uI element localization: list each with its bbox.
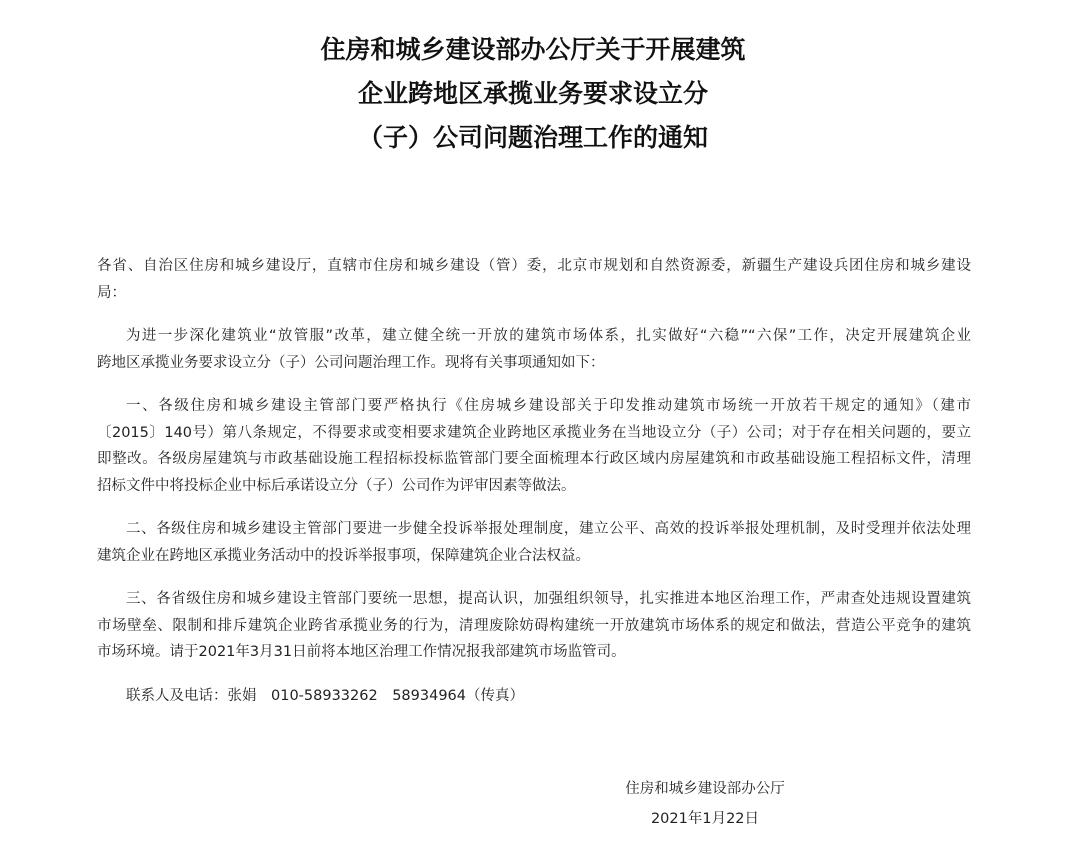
salutation-line-2: 局： <box>97 284 126 301</box>
item-paragraph-3 <box>97 586 971 666</box>
signature-date: 2021年1月22日 <box>650 811 760 827</box>
salutation <box>97 253 971 306</box>
item-2-line-2: 建筑企业在跨地区承揽业务活动中的投诉举报事项，保障建筑企业合法权益。 <box>97 547 590 564</box>
salutation-line-1: 各省、自治区住房和城乡建设厅，直辖市住房和城乡建设（管）委，北京市规划和自然资源委，新疆生产建设兵团住房和城乡建设 <box>97 258 971 274</box>
document-body <box>97 253 971 709</box>
intro-line-2: 跨地区承揽业务要求设立分（子）公司问题治理工作。现将有关事项通知如下： <box>97 354 605 371</box>
item-1-line-1: 一、各级住房和城乡建设主管部门要严格执行《住房城乡建设部关于印发推动建筑市场统一开放若干规定的通知》（建市 <box>126 398 971 414</box>
item-3-line-2: 市场壁垒、限制和排斥建筑企业跨省承揽业务的行为，清理废除妨碍构建统一开放建筑市场体系的规定和做法，营造公平竞争的建筑 <box>97 617 971 634</box>
item-1-line-2: 〔2015〕140号）第八条规定，不得要求或变相要求建筑企业跨地区承揽业务在当地设立分（子）公司；对于存在相关问题的，要立 <box>97 424 971 441</box>
document-title <box>0 28 1066 160</box>
intro-line-1: 为进一步深化建筑业“放管服”改革，建立健全统一开放的建筑市场体系，扎实做好“六稳”“六保”工作，决定开展建筑企业 <box>126 328 971 344</box>
item-1-line-3: 即整改。各级房屋建筑与市政基础设施工程招标投标监管部门要全面梳理本行政区域内房屋建筑和市政基础设施工程招标文件，清理 <box>97 451 971 467</box>
item-paragraph-1 <box>97 393 971 499</box>
signature-organization: 住房和城乡建设部办公厅 <box>625 781 785 797</box>
title-line-1: 住房和城乡建设部办公厅关于开展建筑 <box>320 35 746 64</box>
title-line-3: （子）公司问题治理工作的通知 <box>357 123 708 152</box>
contact-paragraph <box>97 683 971 710</box>
contact-line: 联系人及电话：张娟 010-58933262 58934964（传真） <box>126 687 525 704</box>
item-3-line-3: 市场环境。请于2021年3月31日前将本地区治理工作情况报我部建筑市场监管司。 <box>97 644 626 660</box>
item-2-line-1: 二、各级住房和城乡建设主管部门要进一步健全投诉举报处理制度，建立公平、高效的投诉举报处理机制，及时受理并依法处理 <box>126 521 971 537</box>
intro-paragraph <box>97 323 971 376</box>
item-3-line-1: 三、各省级住房和城乡建设主管部门要统一思想，提高认识，加强组织领导，扎实推进本地区治理工作，严肃查处违规设置建筑 <box>126 591 971 607</box>
title-line-2: 企业跨地区承揽业务要求设立分 <box>357 79 708 108</box>
item-1-line-4: 招标文件中将投标企业中标后承诺设立分（子）公司作为评审因素等做法。 <box>97 477 576 494</box>
item-paragraph-2 <box>97 516 971 569</box>
